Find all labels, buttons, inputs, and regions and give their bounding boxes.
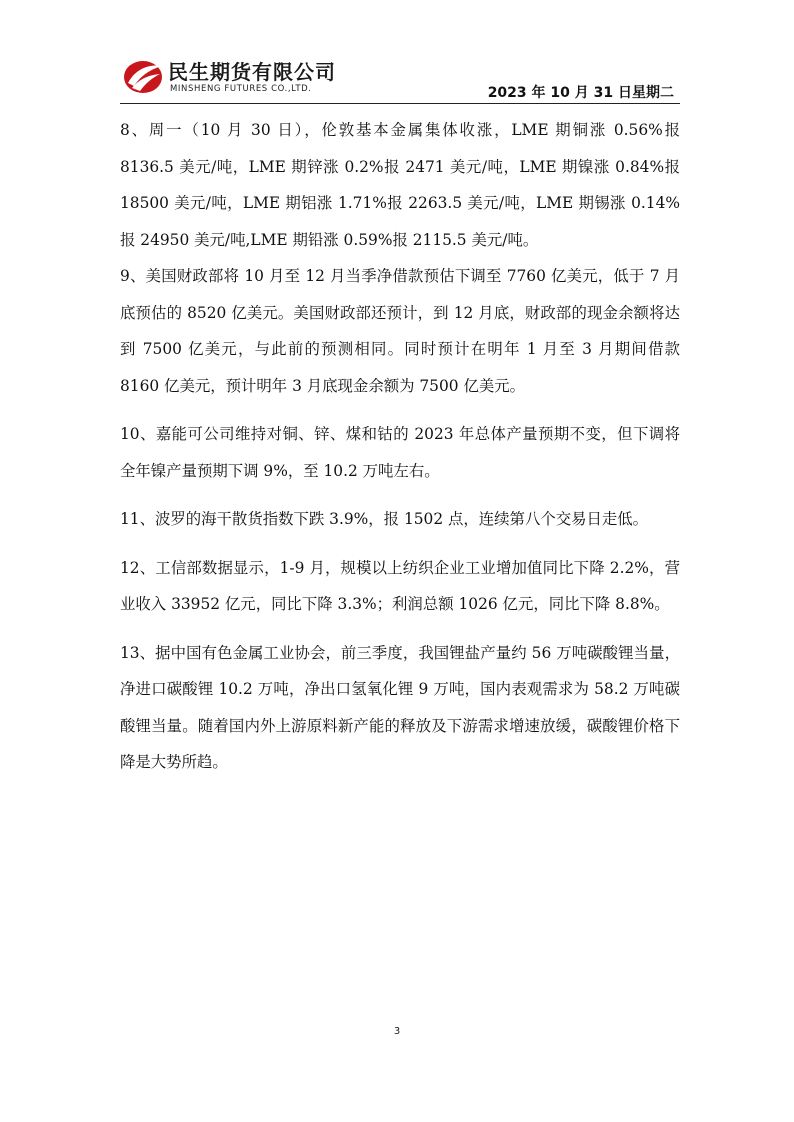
report-date: 2023 年 10 月 31 日星期二 bbox=[487, 85, 674, 101]
news-item-10: 10、嘉能可公司维持对铜、锌、煤和钴的 2023 年总体产量预期不变，但下调将全年镍产量预期下调 9%，至 10.2 万吨左右。 bbox=[120, 425, 680, 480]
company-logo bbox=[120, 52, 370, 98]
page-header bbox=[120, 52, 680, 104]
news-item-11: 11、波罗的海干散货指数下跌 3.9%，报 1502 点，连续第八个交易日走低。 bbox=[120, 510, 649, 528]
news-item-9: 9、美国财政部将 10 月至 12 月当季净借款预估下调至 7760 亿美元，低于 7 月底预估的 8520 亿美元。美国财政部还预计，到 12 月底，财政部的现金余额将达到 7500 亿美元，与此前的预测相同。同时预计在明年 1 月至 3 月期间借款 8160 亿美元，预计明年 3 月底现金余额为 7500 亿美元。 bbox=[120, 267, 680, 395]
news-item-13: 13、据中国有色金属工业协会，前三季度，我国锂盐产量约 56 万吨碳酸锂当量，净进口碳酸锂 10.2 万吨，净出口氢氧化锂 9 万吨，国内表观需求为 58.2 万吨碳酸锂当量。随着国内外上游原料新产能的释放及下游需求增速放缓，碳酸锂价格下降是大势所趋。 bbox=[120, 643, 680, 771]
report-body bbox=[120, 112, 680, 781]
company-name-cn: 民生期货有限公司 bbox=[168, 60, 336, 84]
company-name-en: MINSHENG FUTURES CO.,LTD. bbox=[170, 84, 312, 94]
header-divider bbox=[120, 103, 680, 104]
minsheng-logo-icon bbox=[122, 56, 164, 96]
page-number: 3 bbox=[393, 1026, 401, 1037]
news-item-12: 12、工信部数据显示，1-9 月，规模以上纺织企业工业增加值同比下降 2.2%，营业收入 33952 亿元，同比下降 3.3%；利润总额 1026 亿元，同比下降 8.8%。 bbox=[120, 558, 680, 613]
news-item-8: 8、周一（10 月 30 日），伦敦基本金属集体收涨，LME 期铜涨 0.56%报 8136.5 美元/吨，LME 期锌涨 0.2%报 2471 美元/吨，LME 期镍涨 0.84%报 18500 美元/吨，LME 期铝涨 1.71%报 2263.5 美元/吨，LME 期锡涨 0.14%报 24950 美元/吨,LME 期铅涨 0.59%报 2115.5 美元/吨。 bbox=[120, 121, 680, 249]
